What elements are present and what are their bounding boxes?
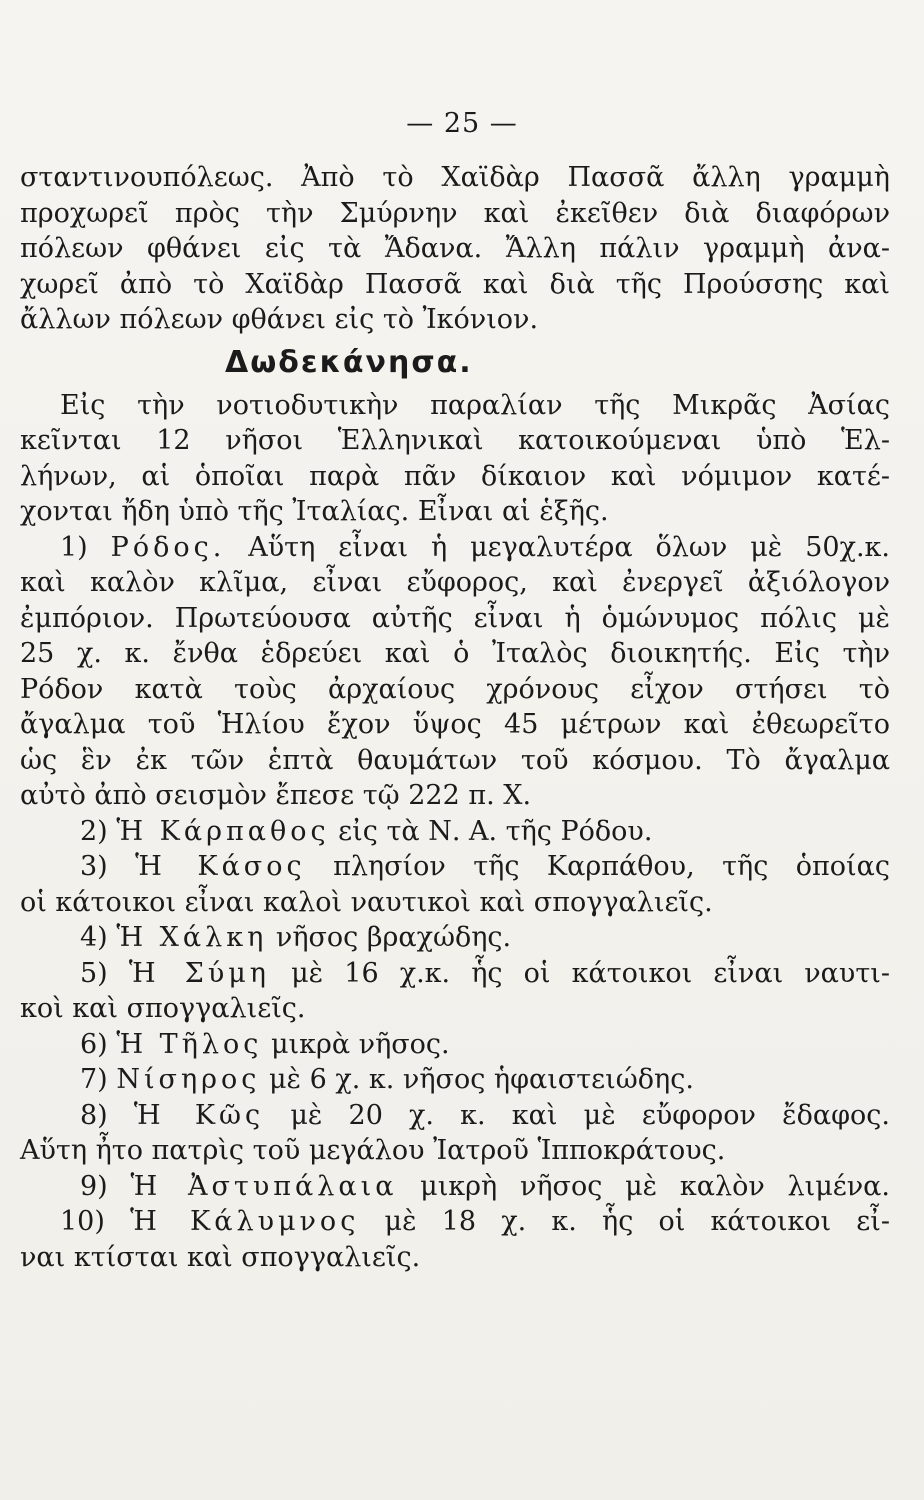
island-name: Ἡ Κάλυμνος xyxy=(130,1206,360,1237)
island-name: Ἡ Χάλκη xyxy=(116,922,268,953)
island-entry-rhodes xyxy=(20,530,890,566)
text-line: κεῖνται 12 νῆσοι Ἑλληνικαὶ κατοικούμεναι ὑπὸ Ἑλ- xyxy=(20,425,890,456)
entry-number: 10) xyxy=(60,1206,105,1237)
text-line: οἱ κάτοικοι εἶναι καλοὶ ναυτικοὶ καὶ σπογγαλιεῖς. xyxy=(20,886,713,918)
island-entry-nisyros xyxy=(20,1062,890,1098)
island-name: Ρόδος. xyxy=(110,531,226,563)
text-line: λήνων, αἱ ὁποῖαι παρὰ πᾶν δίκαιον καὶ νόμιμον κατέ- xyxy=(20,460,890,492)
island-entry-tilos xyxy=(20,1027,890,1063)
entry-text: μικρὴ νῆσος μὲ καλὸν λιμένα. xyxy=(420,1170,890,1202)
entry-number: 9) xyxy=(80,1170,108,1202)
entry-text: εἰς τὰ Ν. Α. τῆς Ρόδου. xyxy=(338,815,653,847)
island-entry-symi xyxy=(20,956,890,992)
text-line: χωρεῖ ἀπὸ τὸ Χαϊδὰρ Πασσᾶ καὶ διὰ τῆς Προύσσης καὶ xyxy=(20,268,890,300)
entry-text: μικρὰ νῆσος. xyxy=(270,1028,450,1060)
text-line: ναι κτίσται καὶ σπογγαλιεῖς. xyxy=(20,1241,421,1273)
entry-text: πλησίον τῆς Καρπάθου, τῆς ὁποίας xyxy=(333,851,890,882)
entry-number: 3) xyxy=(80,851,108,882)
text-line: ἄλλων πόλεων φθάνει εἰς τὸ Ἰκόνιον. xyxy=(20,304,539,335)
text-line: αὐτὸ ἀπὸ σεισμὸν ἔπεσε τῷ 222 π. Χ. xyxy=(20,780,532,811)
entry-text: μὲ 16 χ.κ. ἧς οἱ κάτοικοι εἶναι ναυτι- xyxy=(291,957,890,989)
text-line: ὡς ἓν ἐκ τῶν ἑπτὰ θαυμάτων τοῦ κόσμου. Τὸ ἄγαλμα xyxy=(20,744,890,776)
text-line: κοὶ καὶ σπογγαλιεῖς. xyxy=(20,993,306,1024)
text-line: 25 χ. κ. ἔνθα ἑδρεύει καὶ ὁ Ἰταλὸς διοικητής. Εἰς τὴν xyxy=(20,638,890,669)
text-line: Ρόδον κατὰ τοὺς ἀρχαίους χρόνους εἶχον στήσει τὸ xyxy=(20,673,890,705)
entry-text: νῆσος βραχώδης. xyxy=(275,922,512,953)
entry-text: μὲ 20 χ. κ. καὶ μὲ εὔφορον ἔδαφος. xyxy=(290,1099,890,1131)
text-line: πόλεων φθάνει εἰς τὰ Ἄδανα. Ἄλλη πάλιν γραμμὴ ἀνα- xyxy=(20,233,890,264)
text-line: χονται ἤδη ὑπὸ τῆς Ἰταλίας. Εἶναι αἱ ἑξῆς. xyxy=(20,496,609,527)
island-name: Ἡ Ἀστυπάλαια xyxy=(130,1170,398,1202)
entry-number: 5) xyxy=(80,957,108,989)
entry-text: μὲ 18 χ. κ. ἧς οἱ κάτοικοι εἶ- xyxy=(384,1206,891,1237)
text-line: Αὕτη ἦτο πατρὶς τοῦ μεγάλου Ἰατροῦ Ἱπποκράτους. xyxy=(20,1135,726,1166)
island-entry-chalki xyxy=(20,920,890,956)
entry-number: 6) xyxy=(80,1028,108,1060)
entry-number: 7) xyxy=(80,1064,108,1095)
entry-number: 4) xyxy=(80,922,108,953)
entry-number: 2) xyxy=(80,815,108,847)
island-entry-karpathos xyxy=(20,814,890,850)
island-name: Ἡ Κάρπαθος xyxy=(116,815,330,847)
entry-number: 8) xyxy=(80,1099,108,1131)
entry-text: μὲ 6 χ. κ. νῆσος ἡφαιστειώδης. xyxy=(268,1064,694,1095)
text-line: σταντινουπόλεως. Ἀπὸ τὸ Χαϊδὰρ Πασσᾶ ἄλλη γραμμὴ xyxy=(20,162,890,193)
text-line: προχωρεῖ πρὸς τὴν Σμύρνην καὶ ἐκεῖθεν διὰ διαφόρων xyxy=(20,197,890,229)
text-line: ἄγαλμα τοῦ Ἡλίου ἔχον ὕψος 45 μέτρων καὶ ἐθεωρεῖτο xyxy=(20,709,890,740)
section-heading: Δωδεκάνησα. xyxy=(225,344,473,380)
text-line: Εἰς τὴν νοτιοδυτικὴν παραλίαν τῆς Μικρᾶς Ἀσίας xyxy=(60,389,890,421)
island-name: Νίσηρος xyxy=(116,1064,261,1095)
island-entry-kos xyxy=(20,1098,890,1134)
island-entry-astypalaia xyxy=(20,1169,890,1205)
island-name: Ἡ Σύμη xyxy=(128,957,270,989)
island-name: Ἡ Κῶς xyxy=(133,1099,265,1131)
text-line: καὶ καλὸν κλῖμα, εἶναι εὔφορος, καὶ ἐνεργεῖ ἀξιόλογον xyxy=(20,567,890,598)
island-entry-kalymnos xyxy=(20,1204,890,1240)
island-name: Ἡ Κάσος xyxy=(135,851,306,882)
island-entry-kasos xyxy=(20,849,890,885)
text-line: ἐμπόριον. Πρωτεύουσα αὐτῆς εἶναι ἡ ὁμώνυμος πόλις μὲ xyxy=(20,602,890,634)
entry-number: 1) xyxy=(60,531,88,563)
entry-text: Αὕτη εἶναι ἡ μεγαλυτέρα ὅλων μὲ 50χ.κ. xyxy=(248,531,890,563)
page-number: — 25 — xyxy=(406,108,518,139)
page-text xyxy=(20,160,890,1275)
island-name: Ἡ Τῆλος xyxy=(116,1028,263,1060)
